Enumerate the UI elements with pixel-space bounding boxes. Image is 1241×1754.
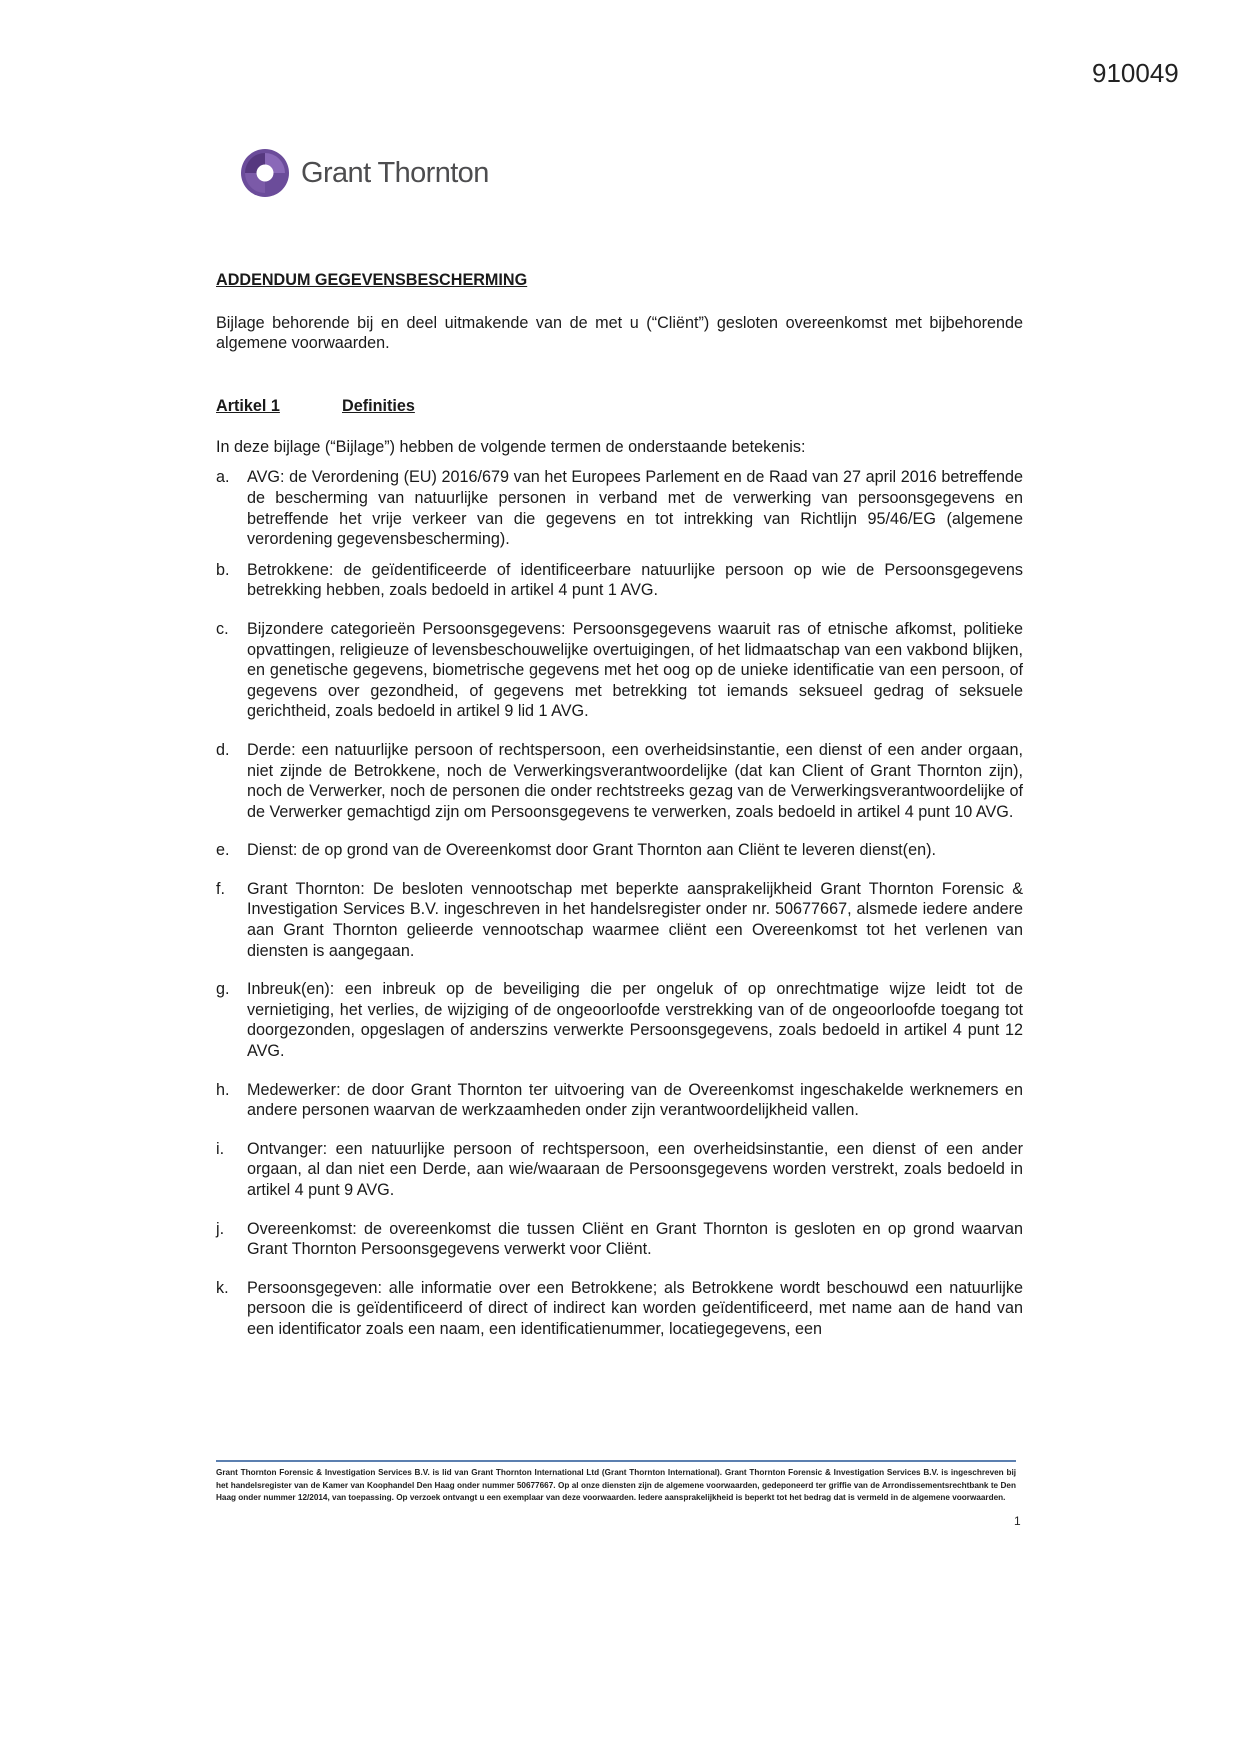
list-item bbox=[216, 1219, 1023, 1260]
list-marker: k. bbox=[216, 1278, 229, 1297]
list-marker: d. bbox=[216, 740, 230, 759]
list-marker: b. bbox=[216, 560, 230, 579]
definition-text: Overeenkomst: de overeenkomst die tussen Cliënt en Grant Thornton is gesloten en op grond waarvan Grant Thornton Persoonsgegevens verwerkt voor Cliënt. bbox=[247, 1219, 1023, 1259]
definition-text: Derde: een natuurlijke persoon of rechtspersoon, een overheidsinstantie, een dienst of een ander orgaan, niet zijnde de Betrokkene, noch de Verwerkingsverantwoordelijke (dat kan Client of Grant Thornton zijn), noch de Verwerker, noch de personen die onder rechtstreeks gezag van de Verwerkingsverantwoordelijke of de Verwerker gemachtigd zijn om Persoonsgegevens te verwerken, zoals bedoeld in artikel 4 punt 10 AVG. bbox=[247, 740, 1023, 821]
list-marker: c. bbox=[216, 619, 229, 638]
list-item bbox=[216, 879, 1023, 961]
list-item bbox=[216, 740, 1023, 822]
definition-text: Bijzondere categorieën Persoonsgegevens: Persoonsgegevens waaruit ras of etnische afkomst, politieke opvattingen, religieuze of levensbeschouwelijke overtuigingen, of het lidmaatschap van een vakbond blijken, en genetische gegevens, biometrische gegevens met het oog op de unieke identificatie van een persoon, of gegevens over gezondheid, of gegevens met betrekking tot iemands seksueel gedrag of seksuele gerichtheid, zoals bedoeld in artikel 9 lid 1 AVG. bbox=[247, 619, 1023, 721]
definition-text: AVG: de Verordening (EU) 2016/679 van het Europees Parlement en de Raad van 27 april 2016 betreffende de bescherming van natuurlijke personen in verband met de verwerking van persoonsgegevens en betreffende het vrije verkeer van die gegevens en tot intrekking van Richtlijn 95/46/EG (algemene verordening gegevensbescherming). bbox=[247, 468, 1023, 549]
company-logo bbox=[240, 148, 489, 198]
article-number: Artikel 1 bbox=[216, 396, 280, 415]
definition-text: Medewerker: de door Grant Thornton ter uitvoering van de Overeenkomst ingeschakelde werknemers en andere personen waarvan de werkzaamheden onder zijn verantwoordelijkheid vallen. bbox=[247, 1080, 1023, 1120]
definition-text: Betrokkene: de geïdentificeerde of identificeerbare natuurlijke persoon op wie de Persoonsgegevens betrekking hebben, zoals bedoeld in artikel 4 punt 1 AVG. bbox=[247, 560, 1023, 600]
document-number: 910049 bbox=[1092, 58, 1179, 88]
definition-text: Ontvanger: een natuurlijke persoon of rechtspersoon, een overheidsinstantie, een dienst of een ander orgaan, al dan niet een Derde, aan wie/waaraan de Persoonsgegevens worden verstrekt, zoals bedoeld in artikel 4 punt 9 AVG. bbox=[247, 1139, 1023, 1199]
definition-text: Inbreuk(en): een inbreuk op de beveiliging die per ongeluk of op onrechtmatige wijze leidt tot de vernietiging, het verlies, de wijziging of de ongeoorloofde verstrekking van of de ongeoorloofde toegang tot doorgezonden, opgeslagen of anderszins verwerkte Persoonsgegevens, zoals bedoeld in artikel 4 punt 12 AVG. bbox=[247, 980, 1023, 1061]
logo-text: Grant Thornton bbox=[301, 156, 489, 189]
list-marker: h. bbox=[216, 1080, 230, 1099]
list-marker: e. bbox=[216, 841, 230, 860]
page-title: ADDENDUM GEGEVENSBESCHERMING bbox=[216, 271, 528, 289]
grant-thornton-logo-icon bbox=[240, 148, 290, 198]
document-body bbox=[216, 270, 1023, 1340]
definition-text: Persoonsgegeven: alle informatie over een Betrokkene; als Betrokkene wordt beschouwd een natuurlijke persoon die is geïdentificeerd of direct of indirect kan worden geïdentificeerd, met name aan de hand van een identificator zoals een naam, een identificatienummer, locatiegegevens, een bbox=[247, 1278, 1023, 1338]
definitions-list bbox=[216, 467, 1023, 1339]
list-item bbox=[216, 840, 1023, 861]
article-lead: In deze bijlage (“Bijlage”) hebben de volgende termen de onderstaande betekenis: bbox=[216, 437, 806, 456]
list-marker: i. bbox=[216, 1139, 225, 1158]
definition-text: Dienst: de op grond van de Overeenkomst door Grant Thornton aan Cliënt te leveren dienst(en). bbox=[247, 841, 936, 860]
definition-text: Grant Thornton: De besloten vennootschap met beperkte aansprakelijkheid Grant Thornton Forensic & Investigation Services B.V. ingeschreven in het handelsregister onder nr. 50677667, alsmede iedere andere aan Grant Thornton gelieerde vennootschap waarmee cliënt een Overeenkomst tot het verlenen van diensten is aangegaan. bbox=[247, 879, 1023, 960]
page-number: 1 bbox=[1014, 1514, 1021, 1528]
list-item bbox=[216, 560, 1023, 601]
list-item bbox=[216, 1139, 1023, 1201]
intro-paragraph: Bijlage behorende bij en deel uitmakende van de met u (“Cliënt”) gesloten overeenkomst met bijbehorende algemene voorwaarden. bbox=[216, 313, 1023, 353]
list-marker: a. bbox=[216, 468, 230, 487]
article-title: Definities bbox=[342, 396, 415, 415]
article-heading bbox=[216, 396, 1023, 417]
list-marker: j. bbox=[216, 1219, 225, 1238]
page-footer: Grant Thornton Forensic & Investigation Services B.V. is lid van Grant Thornton International Ltd (Grant Thornton International). Grant Thornton Forensic & Investigation Services B.V. is ingeschreven bij het handelsregister van de Kamer van Koophandel Den Haag onder nummer 50677667. Op al onze diensten zijn de algemene voorwaarden, gedeponeerd ter griffie van de Arrondissementsrechtbank te Den Haag onder nummer 12/2014, van toepassing. Op verzoek ontvangt u een exemplaar van deze voorwaarden. Iedere aansprakelijkheid is beperkt tot het bedrag dat is vermeld in de algemene voorwaarden. bbox=[216, 1460, 1016, 1505]
list-item bbox=[216, 1080, 1023, 1121]
list-item bbox=[216, 979, 1023, 1061]
list-item bbox=[216, 619, 1023, 722]
list-marker: g. bbox=[216, 980, 230, 999]
list-marker: f. bbox=[216, 879, 225, 898]
list-item bbox=[216, 1278, 1023, 1340]
list-item bbox=[216, 467, 1023, 549]
